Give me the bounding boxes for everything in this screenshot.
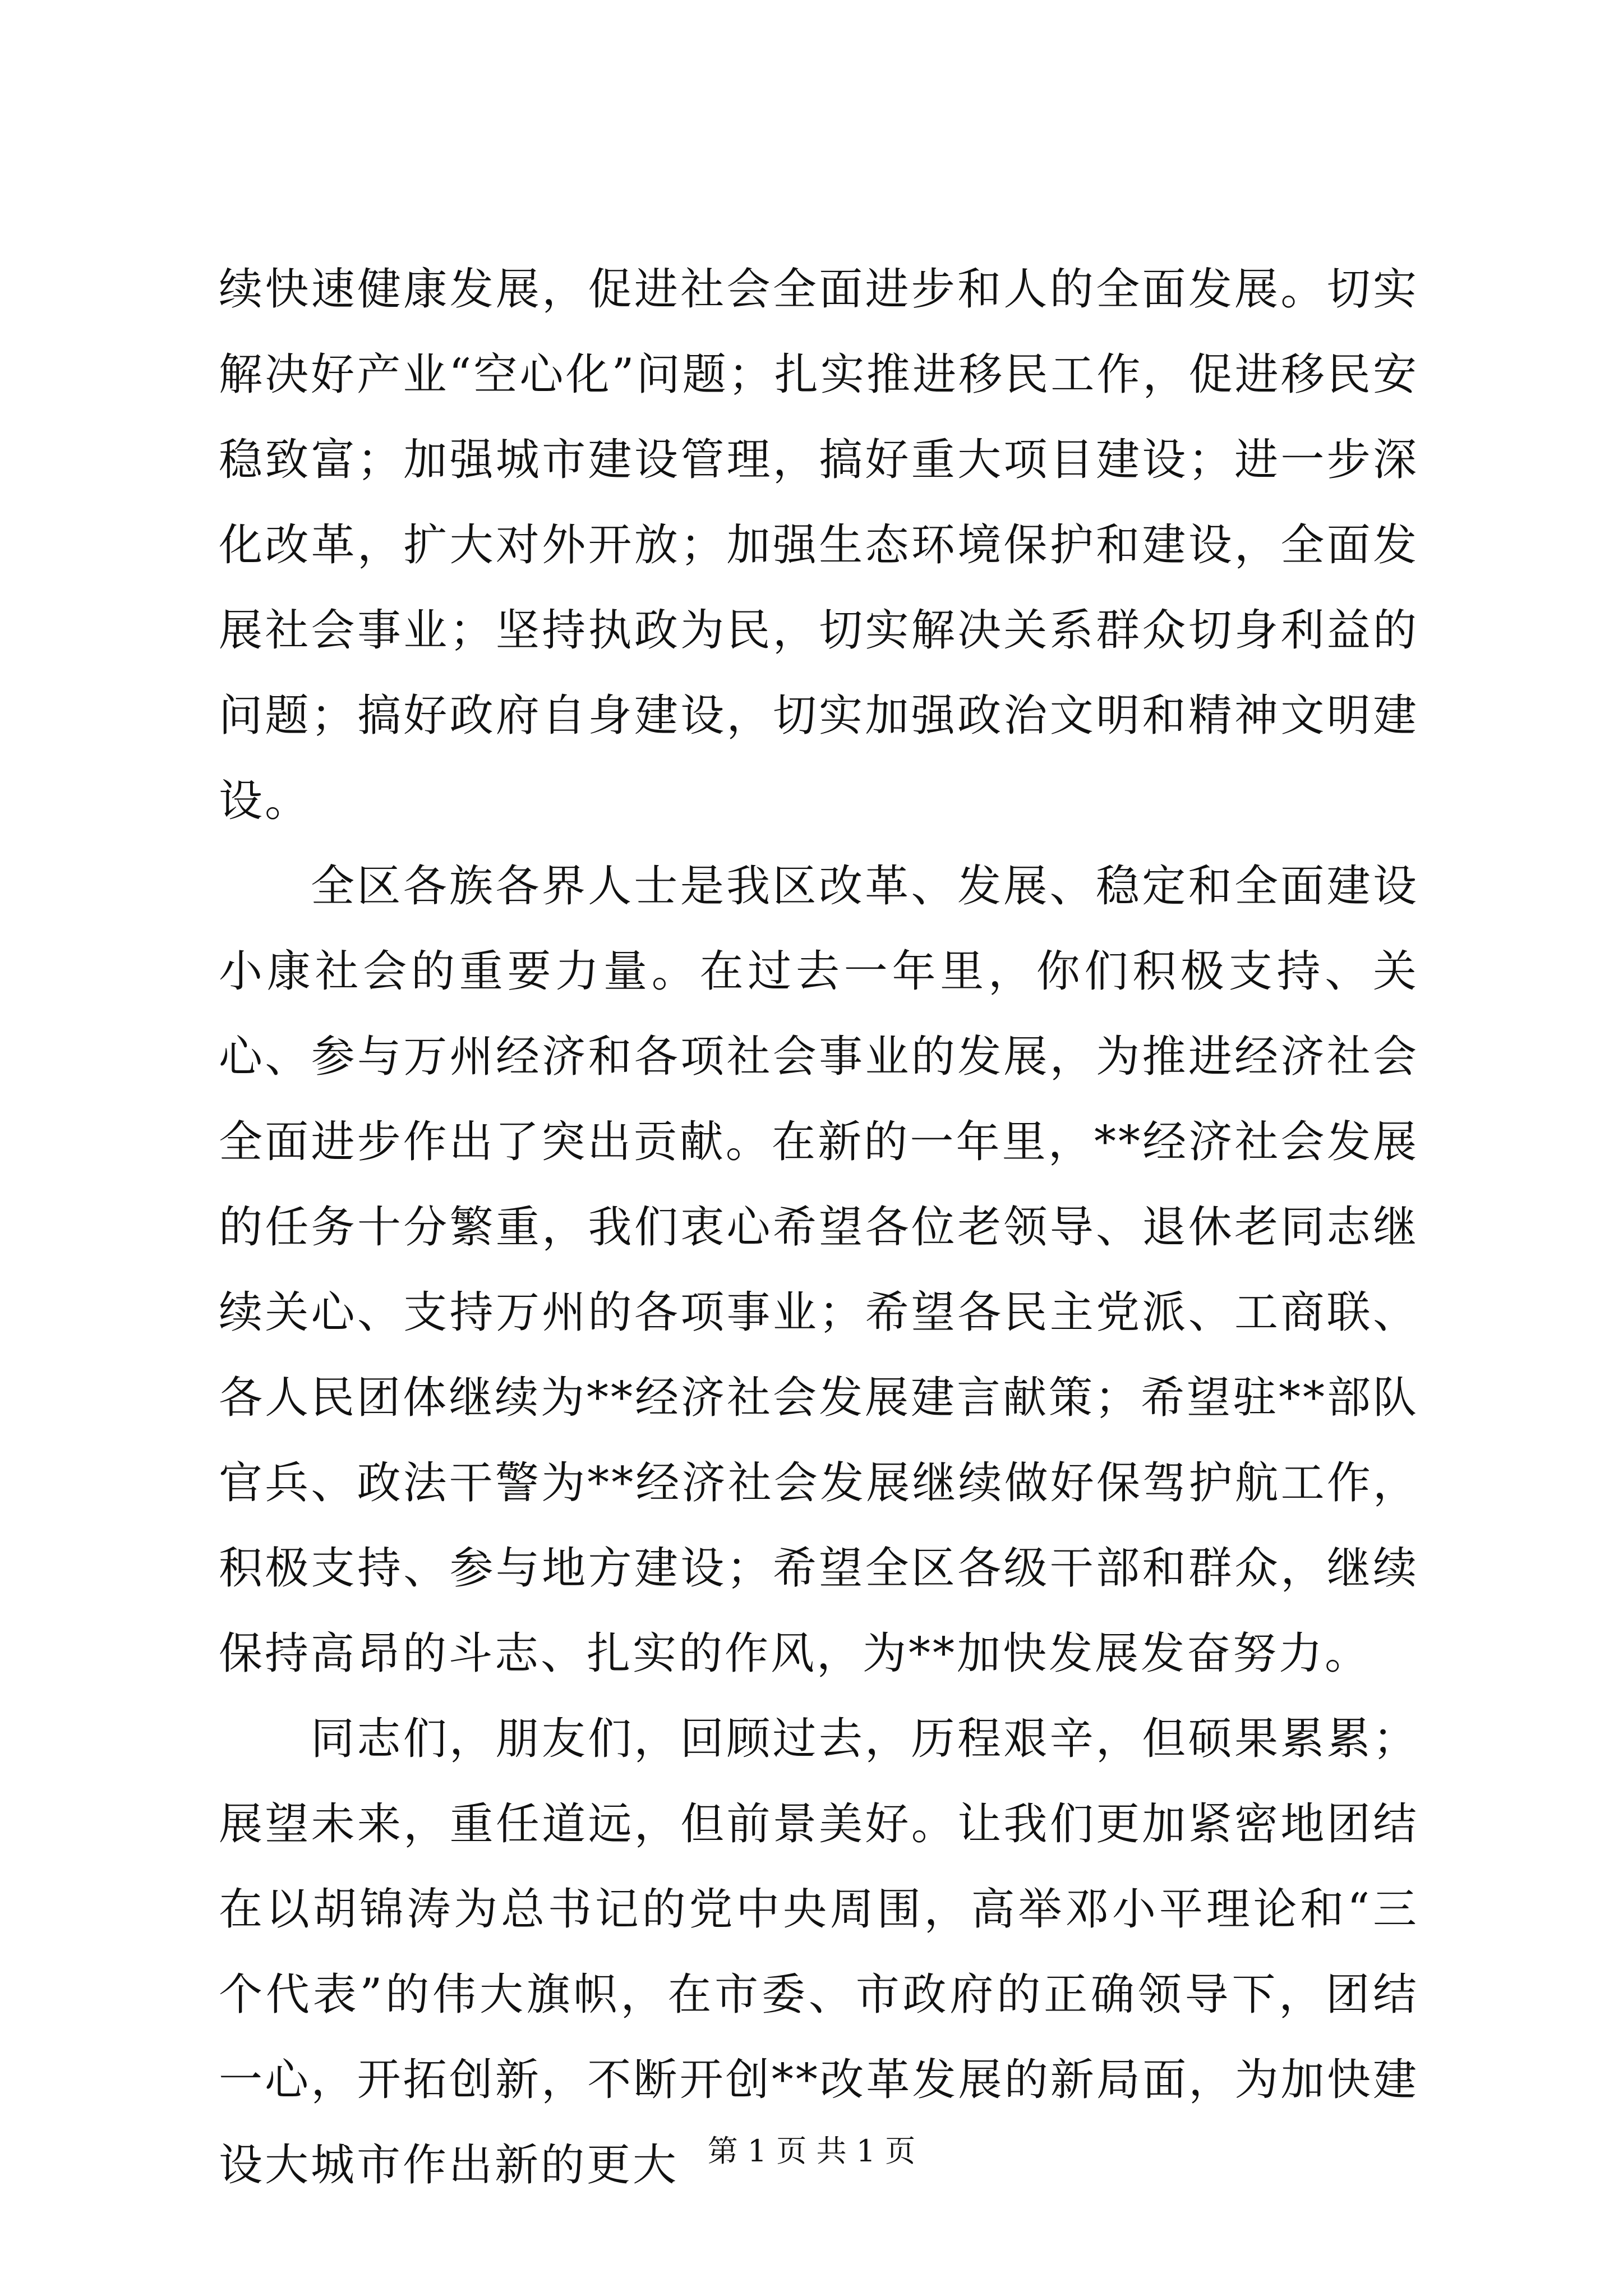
page-footer: 第 1 页 共 1 页 bbox=[707, 2133, 916, 2169]
paragraph-1: 续快速健康发展，促进社会全面进步和人的全面发展。切实解决好产业“空心化”问题；扎实推进移民工作，促进移民安稳致富；加强城市建设管理，搞好重大项目建设；进一步深化改革，扩大对外开放；加强生态环境保护和建设，全面发展社会事业；坚持执政为民，切实解决关系群众切身利益的问题；搞好政府自身建设，切实加强政治文明和精神文明建设。 bbox=[219, 264, 1419, 826]
paragraph-2: 全区各族各界人士是我区改革、发展、稳定和全面建设小康社会的重要力量。在过去一年里，你们积极支持、关心、参与万州经济和各项社会事业的发展，为推进经济社会全面进步作出了突出贡献。在新的一年里，**经济社会发展的任务十分繁重，我们衷心希望各位老领导、退休老同志继续关心、支持万州的各项事业；希望各民主党派、工商联、各人民团体继续为**经济社会发展建言献策；希望驻**部队官兵、政法干警为**经济社会发展继续做好保驾护航工作，积极支持、参与地方建设；希望全区各级干部和群众，继续保持高昂的斗志、扎实的作风，为**加快发展发奋努力。 bbox=[219, 861, 1419, 1679]
paragraph-3: 同志们，朋友们，回顾过去，历程艰辛，但硕果累累；展望未来，重任道远，但前景美好。让我们更加紧密地团结在以胡锦涛为总书记的党中央周围，高举邓小平理论和“三个代表”的伟大旗帜，在市委、市政府的正确领导下，团结一心，开拓创新，不断开创**改革发展的新局面，为加快建设大城市作出新的更大 bbox=[219, 1714, 1419, 2191]
document-body bbox=[219, 247, 1419, 2208]
